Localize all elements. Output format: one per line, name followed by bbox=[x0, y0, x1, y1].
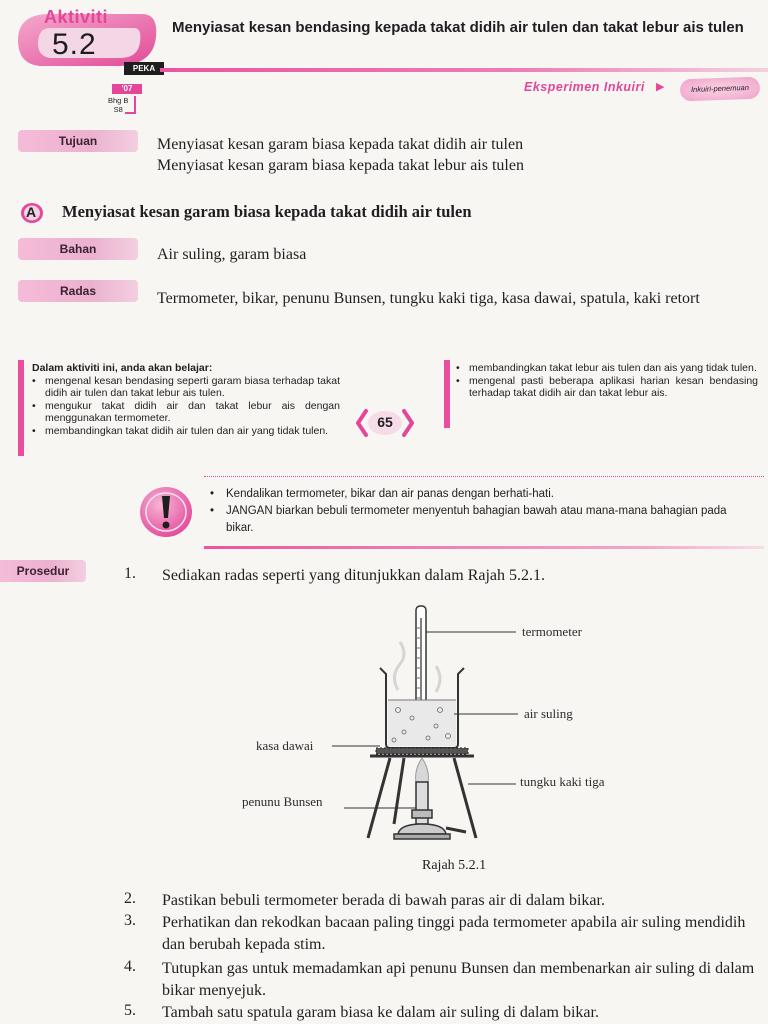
learning-item: • mengenal pasti beberapa aplikasi harian kesan bendasing terhadap takat didih air dan takat lebur ais. bbox=[456, 375, 758, 400]
warning-item-text: JANGAN biarkan bebuli termometer menyentuh bahagian bawah atau mana-mana bahagian pada bikar. bbox=[226, 505, 727, 534]
learning-item: • membandingkan takat didih air tulen dan air yang tidak tulen. bbox=[32, 425, 340, 438]
warning-item bbox=[210, 486, 750, 503]
learning-left-bar bbox=[18, 360, 24, 456]
wire-gauze bbox=[376, 748, 468, 754]
step-number: 4. bbox=[124, 958, 136, 975]
label-tripod: tungku kaki tiga bbox=[520, 774, 605, 789]
arrow-right-icon: ▶ bbox=[656, 80, 665, 93]
step-number: 5. bbox=[124, 1002, 136, 1019]
warning-top-line bbox=[204, 476, 764, 477]
activity-word: Aktiviti bbox=[44, 7, 109, 27]
warning-text bbox=[210, 486, 750, 537]
warning-bottom-line bbox=[204, 546, 764, 549]
step-number: 3. bbox=[124, 912, 136, 929]
page-number: 65 bbox=[377, 414, 393, 430]
code-bracket bbox=[134, 96, 136, 112]
learning-heading: Dalam aktiviti ini, anda akan belajar: bbox=[32, 362, 213, 374]
tujuan-text bbox=[157, 134, 757, 176]
tujuan-line-2: Menyiasat kesan garam biasa kepada takat lebur ais tulen bbox=[157, 157, 524, 174]
header-divider bbox=[160, 68, 768, 72]
code-tag: '07 bbox=[112, 84, 142, 94]
page-title: Menyiasat kesan bendasing kepada takat didih air tulen dan takat lebur ais tulen bbox=[172, 19, 744, 36]
section-a-title: Menyiasat kesan garam biasa kepada takat didih air tulen bbox=[62, 202, 472, 221]
label-gauze: kasa dawai bbox=[256, 738, 314, 753]
tujuan-label: Tujuan bbox=[18, 130, 138, 152]
learning-right bbox=[456, 362, 758, 400]
radas-text: Termometer, bikar, penunu Bunsen, tungku kaki tiga, kasa dawai, spatula, kaki retort bbox=[157, 290, 700, 307]
prosedur-label: Prosedur bbox=[0, 560, 86, 582]
label-thermometer: termometer bbox=[522, 624, 582, 639]
activity-number: 5.2 bbox=[52, 28, 97, 61]
learning-left bbox=[32, 362, 340, 437]
bahan-text: Air suling, garam biasa bbox=[157, 246, 307, 263]
inquiry-tag: Inkuiri-penemuan bbox=[680, 77, 761, 102]
step-number: 2. bbox=[124, 890, 136, 907]
bullet-icon: • bbox=[210, 505, 215, 517]
section-a-letter: A bbox=[26, 204, 37, 220]
step-text: Perhatikan dan rekodkan bacaan paling tinggi pada termometer apabila air suling mendidih dan berubah kepada stim. bbox=[162, 914, 746, 953]
learning-item: • mengukur takat didih air dan takat lebur ais dengan menggunakan termometer. bbox=[32, 400, 340, 425]
tujuan-line-1: Menyiasat kesan garam biasa kepada takat didih air tulen bbox=[157, 136, 524, 153]
step-text: Sediakan radas seperti yang ditunjukkan dalam Rajah 5.2.1. bbox=[162, 567, 546, 584]
code-bracket-line bbox=[125, 112, 136, 114]
warning-item-text: Kendalikan termometer, bikar dan air panas dengan berhati-hati. bbox=[226, 488, 554, 500]
step-number: 1. bbox=[124, 565, 136, 582]
learning-item: • mengenal kesan bendasing seperti garam biasa terhadap takat didih air tulen dan takat lebur ais tulen. bbox=[32, 375, 340, 400]
label-burner: penunu Bunsen bbox=[242, 794, 323, 809]
experiment-type: Eksperimen Inkuiri bbox=[524, 80, 645, 94]
bahan-label: Bahan bbox=[18, 238, 138, 260]
exclamation-icon bbox=[138, 484, 194, 540]
step-text: Tambah satu spatula garam biasa ke dalam air suling di dalam bikar. bbox=[162, 1004, 599, 1021]
label-water: air suling bbox=[524, 706, 573, 721]
learning-item: • membandingkan takat lebur ais tulen dan ais yang tidak tulen. bbox=[456, 362, 758, 375]
code-sub-line2: S8 bbox=[113, 105, 123, 114]
bunsen-burner bbox=[394, 782, 466, 839]
step-text: Pastikan bebuli termometer berada di bawah paras air di dalam bikar. bbox=[162, 892, 605, 909]
diagram-caption: Rajah 5.2.1 bbox=[422, 858, 487, 873]
radas-label: Radas bbox=[18, 280, 138, 302]
learning-right-bar bbox=[444, 360, 450, 428]
step-text: Tutupkan gas untuk memadamkan api penunu Bunsen dan membenarkan air suling di dalam bikar menyejuk. bbox=[162, 960, 755, 999]
code-sub-line1: Bhg B bbox=[108, 96, 129, 105]
flame bbox=[416, 758, 429, 782]
warning-item bbox=[210, 503, 750, 537]
apparatus-diagram bbox=[230, 598, 650, 848]
bullet-icon: • bbox=[210, 488, 215, 500]
peka-label: PEKA bbox=[124, 62, 164, 75]
